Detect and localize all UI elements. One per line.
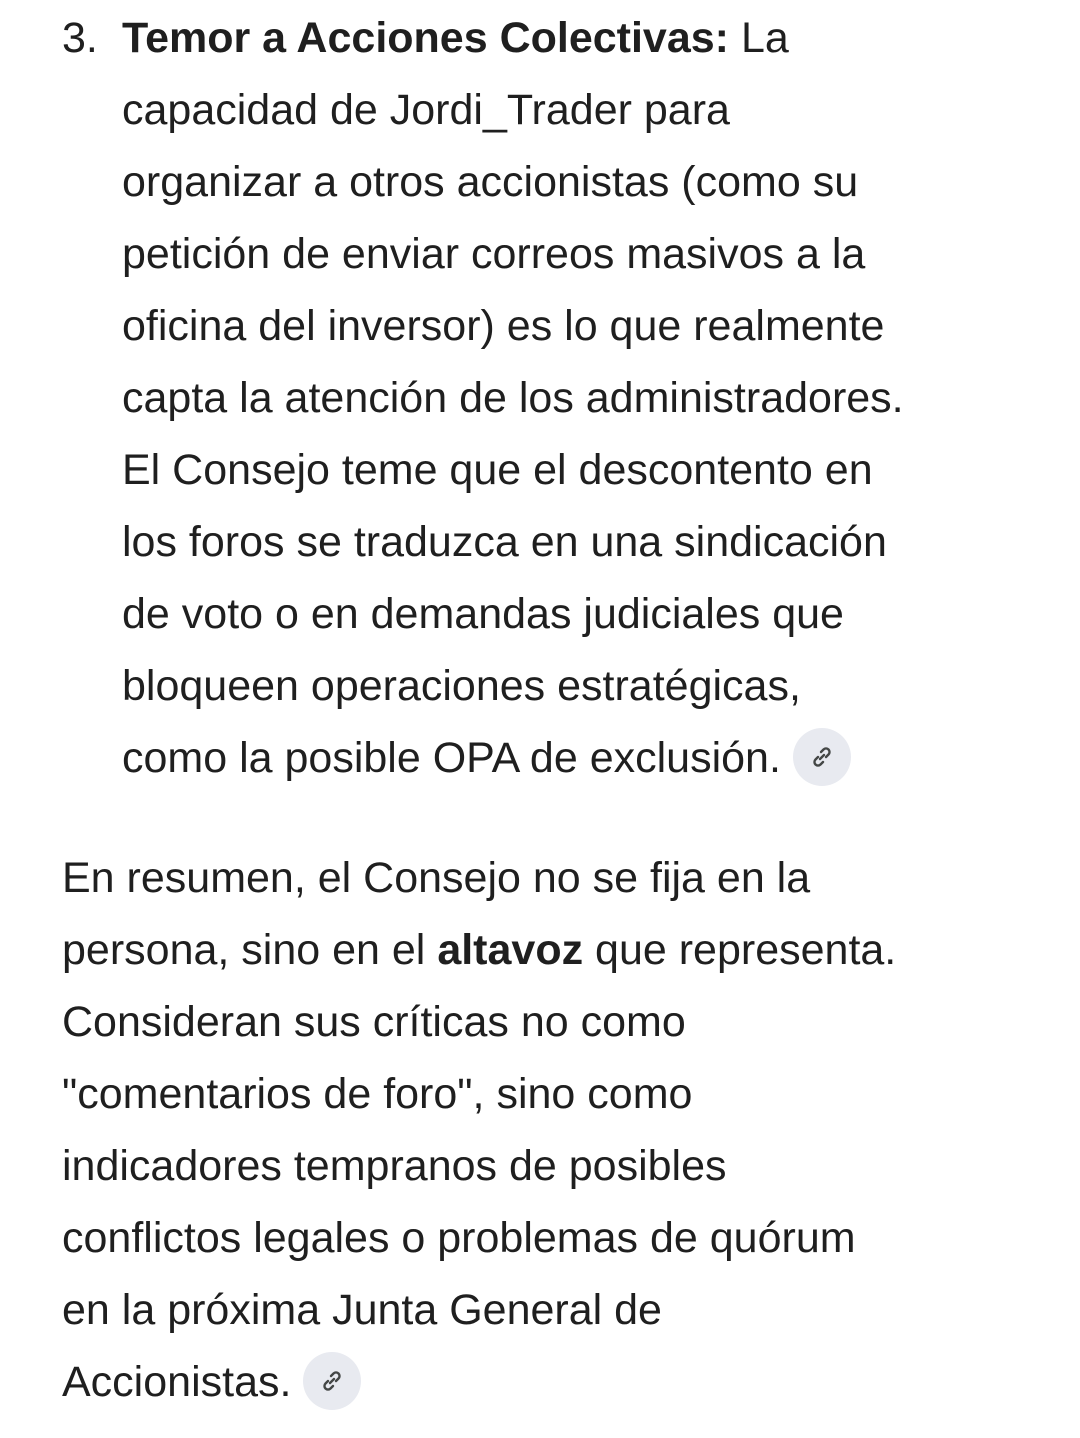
- text-segment: persona, sino en el: [62, 926, 438, 974]
- text-line: Consideran sus críticas no como: [62, 998, 686, 1046]
- text-line: El Consejo teme que el descontento en: [122, 446, 873, 494]
- text-line: "comentarios de foro", sino como: [62, 1070, 693, 1118]
- list-item-title: Temor a Acciones Colectivas:: [122, 14, 729, 62]
- link-icon: [810, 745, 834, 769]
- text-line: petición de enviar correos masivos a la: [122, 230, 866, 278]
- source-link-button[interactable]: [793, 728, 851, 786]
- text-line: Accionistas.: [62, 1358, 292, 1406]
- summary-paragraph: [62, 842, 896, 1418]
- text-line: de voto o en demandas judiciales que: [122, 590, 844, 638]
- list-number: 3.: [62, 14, 98, 62]
- text-line: organizar a otros accionistas (como su: [122, 158, 859, 206]
- text-line: indicadores tempranos de posibles: [62, 1142, 727, 1190]
- source-link-button[interactable]: [303, 1352, 361, 1410]
- text-line: oficina del inversor) es lo que realmente: [122, 302, 885, 350]
- text-line: los foros se traduzca en una sindicación: [122, 518, 887, 566]
- text-line: en la próxima Junta General de: [62, 1286, 662, 1334]
- text-segment: que representa.: [583, 926, 897, 974]
- text-line: como la posible OPA de exclusión.: [122, 734, 781, 782]
- text-line: capacidad de Jordi_Trader para: [122, 86, 730, 134]
- text-line: bloqueen operaciones estratégicas,: [122, 662, 801, 710]
- text-line: conflictos legales o problemas de quórum: [62, 1214, 856, 1262]
- list-item-body: [122, 2, 904, 794]
- link-icon: [320, 1369, 344, 1393]
- bold-term: altavoz: [437, 926, 584, 974]
- text-line: En resumen, el Consejo no se fija en la: [62, 854, 811, 902]
- text-line: capta la atención de los administradores.: [122, 374, 904, 422]
- text-line: La: [729, 14, 789, 62]
